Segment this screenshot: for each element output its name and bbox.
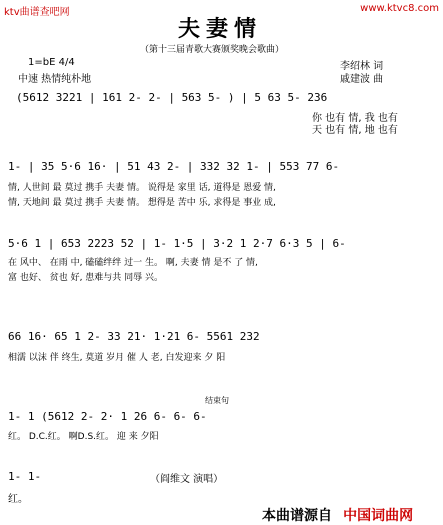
coda-label: 结束句 xyxy=(205,396,229,405)
score-line-3-notes: 5·6 1 | 653 2223 52 | 1- 1·5 | 3·2 1 2·7 6·3 5 | 6- xyxy=(8,237,346,250)
watermark-right: www.ktvc8.com xyxy=(360,3,439,14)
tempo-marking: 中速 热情纯朴地 xyxy=(18,74,92,85)
footer-source xyxy=(262,505,413,525)
footer-site-name: 中国词曲网 xyxy=(343,508,414,524)
score-line-1-lyrics-2: 天 也有 情, 地 也有 xyxy=(312,125,398,136)
key-signature: 1=bE 4/4 xyxy=(28,57,75,68)
footer-source-text: 本曲谱源自 xyxy=(262,508,332,524)
score-line-5-lyrics-1: 红。 D.C.红。 啊D.S.红。 迎 来 夕阳 xyxy=(8,432,159,442)
score-line-3-lyrics-1: 在 风中、 在雨 中, 磕磕绊绊 过一 生。 啊, 夫妻 情 是不 了 情, xyxy=(8,258,258,268)
score-line-6-notes: 1- 1- xyxy=(8,470,42,483)
score-line-4-lyrics-1: 相濡 以沫 伴 终生, 莫道 岁月 催 人 老, 白发迎来 夕 阳 xyxy=(8,353,226,363)
composer: 戚建波 曲 xyxy=(340,74,384,85)
song-title: 夫妻情 xyxy=(178,17,263,42)
score-line-2-lyrics-1: 情, 人世间 最 莫过 携手 夫妻 情。 说得是 家里 话, 道得是 恩爱 情, xyxy=(8,183,276,193)
performer: （阎维文 演唱） xyxy=(150,474,224,485)
lyricist: 李绍林 词 xyxy=(340,61,384,72)
score-line-1-notes: (5612 3221 | 161 2- 2- | 563 5- ) | 5 63 5- 236 xyxy=(16,91,328,104)
score-line-2-lyrics-2: 情, 天地间 最 莫过 携手 夫妻 情。 想得是 苦中 乐, 求得是 事业 成, xyxy=(8,198,276,208)
song-subtitle: （第十三届青歌大赛颁奖晚会歌曲） xyxy=(140,45,285,55)
score-line-2-notes: 1- | 35 5·6 16· | 51 43 2- | 332 32 1- | 553 77 6- xyxy=(8,160,340,173)
score-line-5-notes: 1- 1 (5612 2- 2· 1 26 6- 6- 6- xyxy=(8,410,207,423)
score-line-1-lyrics-1: 你 也有 情, 我 也有 xyxy=(312,113,398,124)
score-line-4-notes: 66 16· 65 1 2- 33 21· 1·21 6- 5561 232 xyxy=(8,330,260,343)
score-line-3-lyrics-2: 富 也好、 贫也 好, 患难与共 同辱 兴。 xyxy=(8,273,164,283)
score-line-6-lyrics-1: 红。 xyxy=(8,494,28,505)
watermark-left: ktv曲谱查吧网 xyxy=(4,7,70,18)
